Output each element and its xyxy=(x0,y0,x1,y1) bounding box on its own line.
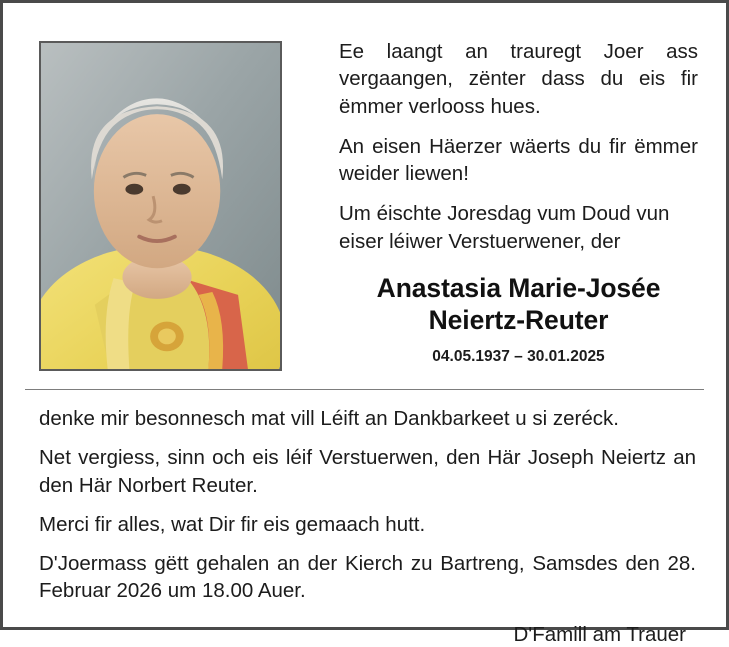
signature-line: D'Famill am Trauer xyxy=(513,622,686,646)
portrait-illustration xyxy=(41,43,280,369)
notice-body-section xyxy=(3,390,726,647)
body-paragraph-2: Net vergiess, sinn och eis léif Verstuerwen, den Här Joseph Neiertz an den Här Norbert Reuter. xyxy=(39,446,696,497)
deceased-name xyxy=(339,273,698,337)
body-paragraph-3: Merci fir alles, wat Dir fir eis gemaach hutt. xyxy=(39,512,426,536)
portrait-container xyxy=(39,36,282,371)
body-paragraph-4: D'Joermass gëtt gehalen an der Kierch zu Bartreng, Samsdes den 28. Februar 2026 um 18.00 Auer. xyxy=(39,552,696,603)
notice-top-section xyxy=(3,3,726,371)
verse-line-1: Ee laangt an trauregt Joer ass vergaangen, zënter dass du eis fir ëmmer verlooss hues. xyxy=(339,40,698,118)
deceased-name-line-1: Anastasia Marie-Josée xyxy=(376,272,661,303)
life-dates: 04.05.1937 – 30.01.2025 xyxy=(432,348,605,366)
body-paragraph-1: denke mir besonnesch mat vill Léift an Dankbarkeet u si zeréck. xyxy=(39,407,619,430)
intro-text: Um éischte Joresdag vum Doud vun eiser léiwer Verstuerwener, der xyxy=(339,202,670,253)
notice-header-text xyxy=(282,36,698,366)
deceased-name-line-2: Neiertz-Reuter xyxy=(428,304,609,335)
verse-line-2: An eisen Häerzer wäerts du fir ëmmer weider liewen! xyxy=(339,134,698,185)
portrait-photo xyxy=(39,41,282,371)
